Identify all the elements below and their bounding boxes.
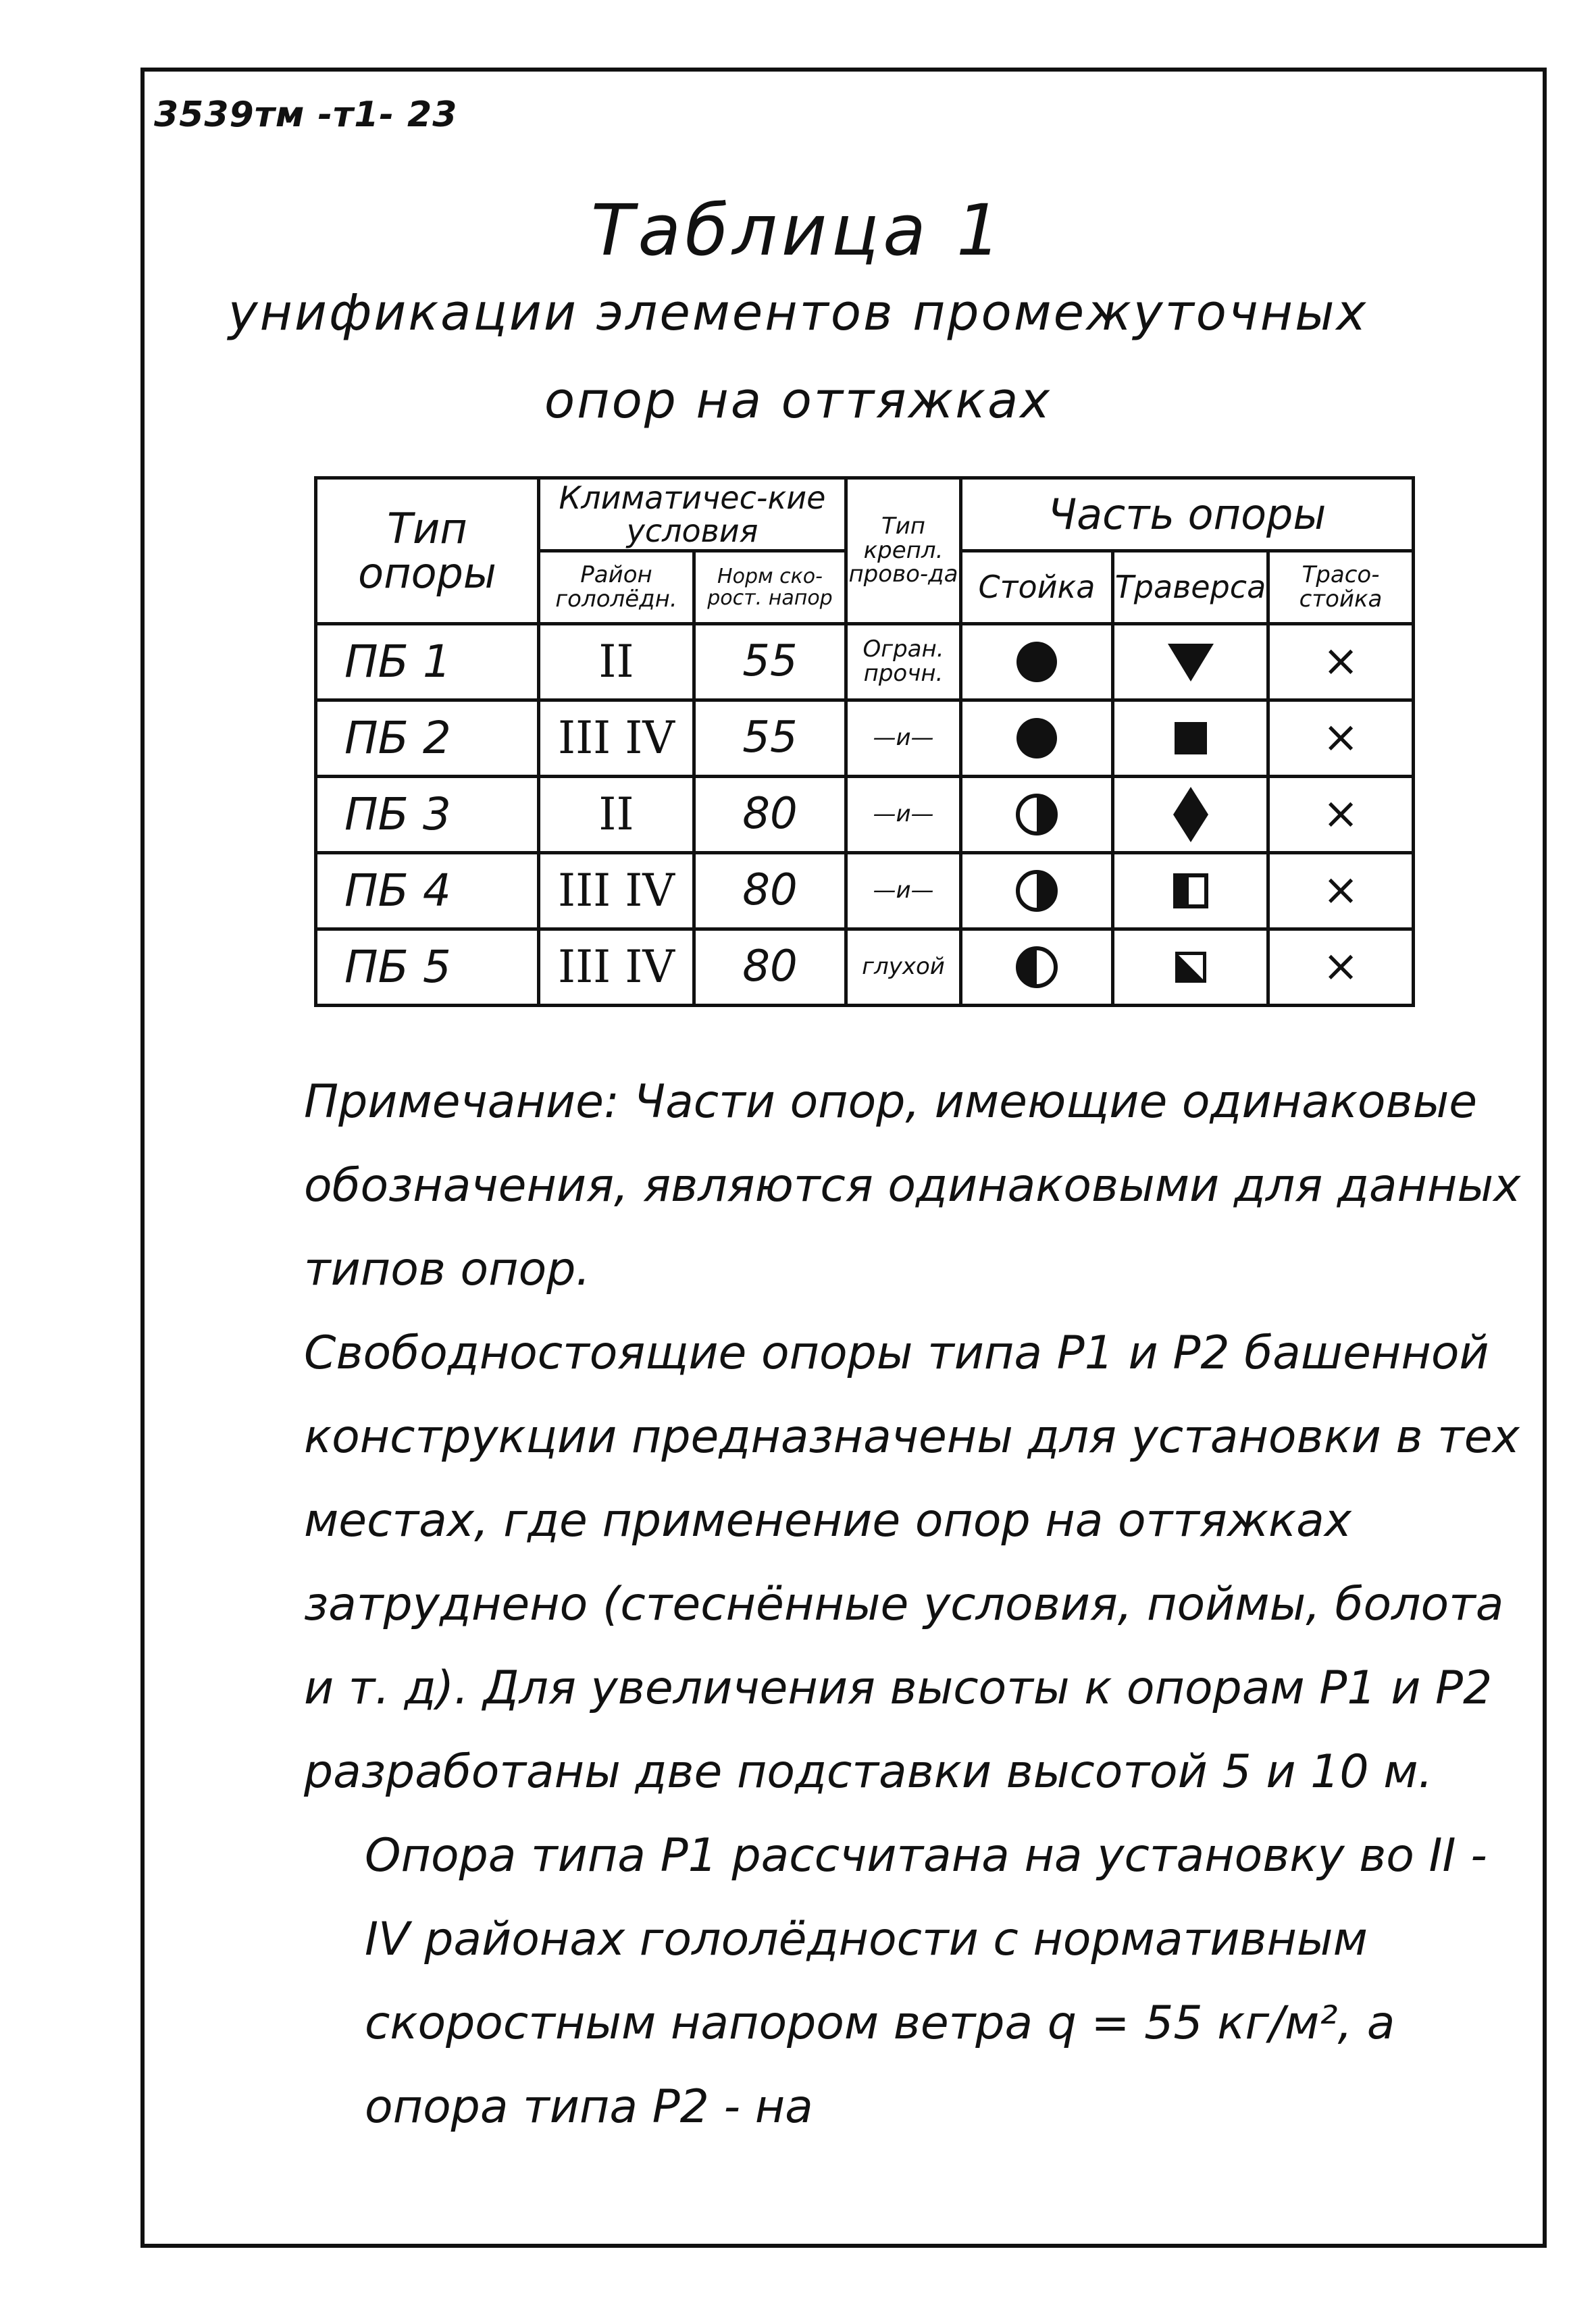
document-code: 3539тм -т1- 23 (154, 95, 458, 135)
header-cable-stand: Трасо-стойка (1268, 551, 1414, 624)
cell-stand (961, 929, 1113, 1006)
cross-icon: × (1268, 700, 1414, 777)
table-title: Таблица 1 (590, 189, 1006, 272)
header-ice-region: Район гололёдн. (539, 551, 694, 624)
cell-speed: 80 (694, 777, 846, 853)
filled-circle-icon (1013, 638, 1060, 686)
header-wind-pressure: Норм ско-рост. напор (694, 551, 846, 624)
cell-region: II (539, 624, 694, 700)
cross-icon: × (1268, 853, 1414, 929)
cell-type: ПБ 2 (316, 700, 539, 777)
cell-region: III IV (539, 853, 694, 929)
filled-triangle-down-icon (1165, 638, 1216, 686)
cross-icon: × (1268, 777, 1414, 853)
cell-speed: 55 (694, 700, 846, 777)
header-stand: Стойка (961, 551, 1113, 624)
cell-mount: —и— (846, 777, 961, 853)
half-circle-icon (1013, 944, 1060, 991)
unification-table (314, 476, 1415, 1007)
cell-stand (961, 624, 1113, 700)
cell-type: ПБ 4 (316, 853, 539, 929)
half-square-icon (1170, 871, 1211, 911)
cross-icon: × (1268, 624, 1414, 700)
note-paragraph-2: Свободностоящие опоры типа Р1 и Р2 башенной конструкции предназначены для установки в тех местах, где применение опор на оттяжках затруднено (стеснённые условия, поймы, болота и т. д). Для увеличения высоты к опорам Р1 и Р2 разработаны две подставки высотой 5 и 10 м. (304, 1327, 1520, 1799)
filled-diamond-icon (1170, 784, 1211, 845)
cell-mount: —и— (846, 700, 961, 777)
half-circle-icon (1013, 867, 1060, 915)
table-row (316, 929, 1414, 1006)
cell-region: II (539, 777, 694, 853)
table-subtitle-line-1: унификации элементов промежуточных (228, 284, 1368, 342)
table-row (316, 777, 1414, 853)
cell-stand (961, 853, 1113, 929)
header-traverse: Траверса (1113, 551, 1268, 624)
diagonal-square-icon (1170, 947, 1211, 987)
cell-speed: 80 (694, 853, 846, 929)
table-row (316, 853, 1414, 929)
cell-traverse (1113, 853, 1268, 929)
cell-type: ПБ 3 (316, 777, 539, 853)
table-subtitle-line-2: опор на оттяжках (544, 371, 1052, 430)
table-row (316, 700, 1414, 777)
cell-mount: —и— (846, 853, 961, 929)
note-paragraph-1: Примечание: Части опор, имеющие одинаковые обозначения, являются одинаковыми для данных типов опор. (304, 1075, 1521, 1296)
header-type: Тип опоры (316, 478, 539, 624)
header-climate: Климатичес-кие условия (539, 478, 846, 551)
cell-speed: 55 (694, 624, 846, 700)
cell-traverse (1113, 929, 1268, 1006)
cell-mount: Огран. прочн. (846, 624, 961, 700)
cell-stand (961, 777, 1113, 853)
cell-traverse (1113, 777, 1268, 853)
filled-square-icon (1170, 718, 1211, 759)
filled-circle-icon (1013, 715, 1060, 762)
header-mount-type: Тип крепл. прово-да (846, 478, 961, 624)
cell-type: ПБ 1 (316, 624, 539, 700)
cross-icon: × (1268, 929, 1414, 1006)
half-circle-icon (1013, 791, 1060, 838)
cell-mount: глухой (846, 929, 961, 1006)
cell-traverse (1113, 624, 1268, 700)
header-part: Часть опоры (961, 478, 1414, 551)
cell-stand (961, 700, 1113, 777)
cell-region: III IV (539, 700, 694, 777)
cell-speed: 80 (694, 929, 846, 1006)
cell-region: III IV (539, 929, 694, 1006)
table-row (316, 624, 1414, 700)
cell-type: ПБ 5 (316, 929, 539, 1006)
note-paragraph-3: Опора типа Р1 рассчитана на установку во II - IV районах гололёдности с нормативным скоростным напором ветра q = 55 кг/м², а опора типа Р2 - на (365, 1829, 1487, 2134)
notes-section (304, 1060, 1540, 2149)
cell-traverse (1113, 700, 1268, 777)
